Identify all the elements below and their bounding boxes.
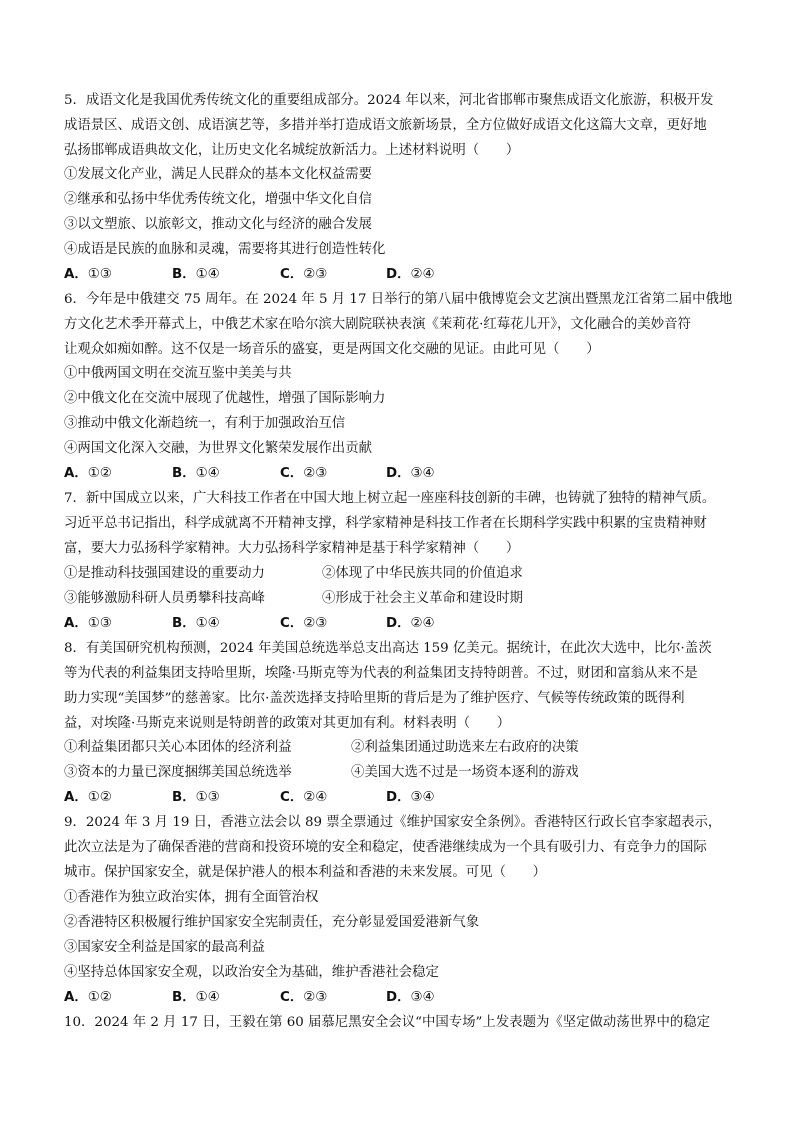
answer-d[interactable]: D．②④	[386, 267, 435, 282]
option-statement: ④成语是民族的血脉和灵魂，需要将其进行创造性转化	[64, 242, 386, 257]
question-stem-line: 成语景区、成语文创、成语演艺等，多措并举打造成语文旅新场景，全方位做好成语文化这篇大文章，更好地	[64, 118, 707, 133]
option-statement: ③能够激励科研人员勇攀科技高峰	[64, 591, 265, 606]
question-stem-line: 9．2024 年 3 月 19 日，香港立法会以 89 票全票通过《维护国家安全条例》。香港特区行政长官李家超表示，	[64, 815, 722, 830]
option-statement: ①发展文化产业，满足人民群众的基本文化权益需要	[64, 167, 372, 182]
option-statement: ①香港作为独立政治实体，拥有全面管治权	[64, 890, 319, 905]
answer-d[interactable]: D．③④	[386, 790, 435, 805]
option-statement: ②香港特区积极履行维护国家安全宪制责任，充分彰显爱国爱港新气象	[64, 915, 480, 930]
question-stem-line: 城市。保护国家安全，就是保护港人的根本利益和香港的未来发展。可见（ ）	[64, 865, 547, 880]
answer-d[interactable]: D．②④	[386, 616, 435, 631]
answer-c[interactable]: C．②③	[280, 267, 328, 282]
option-statement: ①中俄两国文明在交流互鉴中美美与共	[64, 366, 292, 381]
answer-a[interactable]: A．①③	[64, 616, 112, 631]
question-stem-line: 5．成语文化是我国优秀传统文化的重要组成部分。2024 年以来，河北省邯郸市聚焦成语文化旅游，积极开发	[64, 93, 714, 108]
question-stem-line: 助力实现“美国梦”的慈善家。比尔·盖茨选择支持哈里斯的背后是为了维护医疗、气候等传统政策的既得利	[64, 691, 685, 706]
option-statement: ③资本的力量已深度捆绑美国总统选举	[64, 765, 292, 780]
question-stem-line: 10．2024 年 2 月 17 日，王毅在第 60 届慕尼黑安全会议“中国专场”上发表题为《坚定做动荡世界中的稳定	[64, 1015, 711, 1030]
answer-d[interactable]: D．③④	[386, 990, 435, 1005]
answer-b[interactable]: B．①④	[172, 990, 220, 1005]
question-stem-line: 富，要大力弘扬科学家精神。大力弘扬科学家精神是基于科学家精神（ ）	[64, 541, 520, 556]
question-stem-line: 让观众如痴如醉。这不仅是一场音乐的盛宴，更是两国文化交融的见证。由此可见（ ）	[64, 342, 600, 357]
answer-d[interactable]: D．③④	[386, 466, 435, 481]
answer-b[interactable]: B．①④	[172, 267, 220, 282]
answer-b[interactable]: B．①④	[172, 466, 220, 481]
option-statement: ②体现了中华民族共同的价值追求	[322, 566, 523, 581]
option-statement: ④坚持总体国家安全观，以政治安全为基础，维护香港社会稳定	[64, 965, 439, 980]
question-stem-line: 6．今年是中俄建交 75 周年。在 2024 年 5 月 17 日举行的第八届中俄博览会文艺演出暨黑龙江省第二届中俄地	[64, 292, 733, 307]
option-statement: ③推动中俄文化渐趋统一，有利于加强政治互信	[64, 416, 346, 431]
option-statement: ③国家安全利益是国家的最高利益	[64, 940, 265, 955]
question-stem-line: 此次立法是为了确保香港的营商和投资环境的安全和稳定，使香港继续成为一个具有吸引力、有竞争力的国际	[64, 840, 707, 855]
answer-a[interactable]: A．①③	[64, 267, 112, 282]
answer-c[interactable]: C．②④	[280, 790, 328, 805]
answer-b[interactable]: B．①④	[172, 616, 220, 631]
option-statement: ②继承和弘扬中华优秀传统文化，增强中华文化自信	[64, 192, 372, 207]
option-statement: ①是推动科技强国建设的重要动力	[64, 566, 265, 581]
option-statement: ①利益集团都只关心本团体的经济利益	[64, 740, 292, 755]
answer-c[interactable]: C．②③	[280, 616, 328, 631]
answer-a[interactable]: A．①②	[64, 790, 112, 805]
answer-a[interactable]: A．①②	[64, 990, 112, 1005]
question-stem-line: 7．新中国成立以来，广大科技工作者在中国大地上树立起一座座科技创新的丰碑，也铸就了独特的精神气质。	[64, 491, 716, 506]
answer-a[interactable]: A．①②	[64, 466, 112, 481]
option-statement: ④美国大选不过是一场资本逐利的游戏	[351, 765, 579, 780]
answer-b[interactable]: B．①③	[172, 790, 220, 805]
option-statement: ②中俄文化在交流中展现了优越性，增强了国际影响力	[64, 391, 386, 406]
question-stem-line: 等为代表的利益集团支持哈里斯，埃隆·马斯克等为代表的利益集团支持特朗普。不过，财团和富翁从来不是	[64, 666, 698, 681]
question-stem-line: 习近平总书记指出，科学成就离不开精神支撑，科学家精神是科技工作者在长期科学实践中积累的宝贵精神财	[64, 516, 707, 531]
question-stem-line: 8．有美国研究机构预测，2024 年美国总统选举总支出高达 159 亿美元。据统计，在此次大选中，比尔·盖茨	[64, 641, 712, 656]
option-statement: ②利益集团通过助选来左右政府的决策	[351, 740, 579, 755]
option-statement: ③以文塑旅、以旅彰文，推动文化与经济的融合发展	[64, 217, 372, 232]
answer-c[interactable]: C．②③	[280, 990, 328, 1005]
question-stem-line: 方文化艺术季开幕式上，中俄艺术家在哈尔滨大剧院联袂表演《茉莉花·红莓花儿开》，文化融合的美妙音符	[64, 317, 691, 332]
question-stem-line: 弘扬邯郸成语典故文化，让历史文化名城绽放新活力。上述材料说明（ ）	[64, 143, 520, 158]
question-stem-line: 益，对埃隆·马斯克来说则是特朗普的政策对其更加有利。材料表明（ ）	[64, 716, 511, 731]
option-statement: ④形成于社会主义革命和建设时期	[322, 591, 523, 606]
option-statement: ④两国文化深入交融，为世界文化繁荣发展作出贡献	[64, 441, 372, 456]
answer-c[interactable]: C．②③	[280, 466, 328, 481]
